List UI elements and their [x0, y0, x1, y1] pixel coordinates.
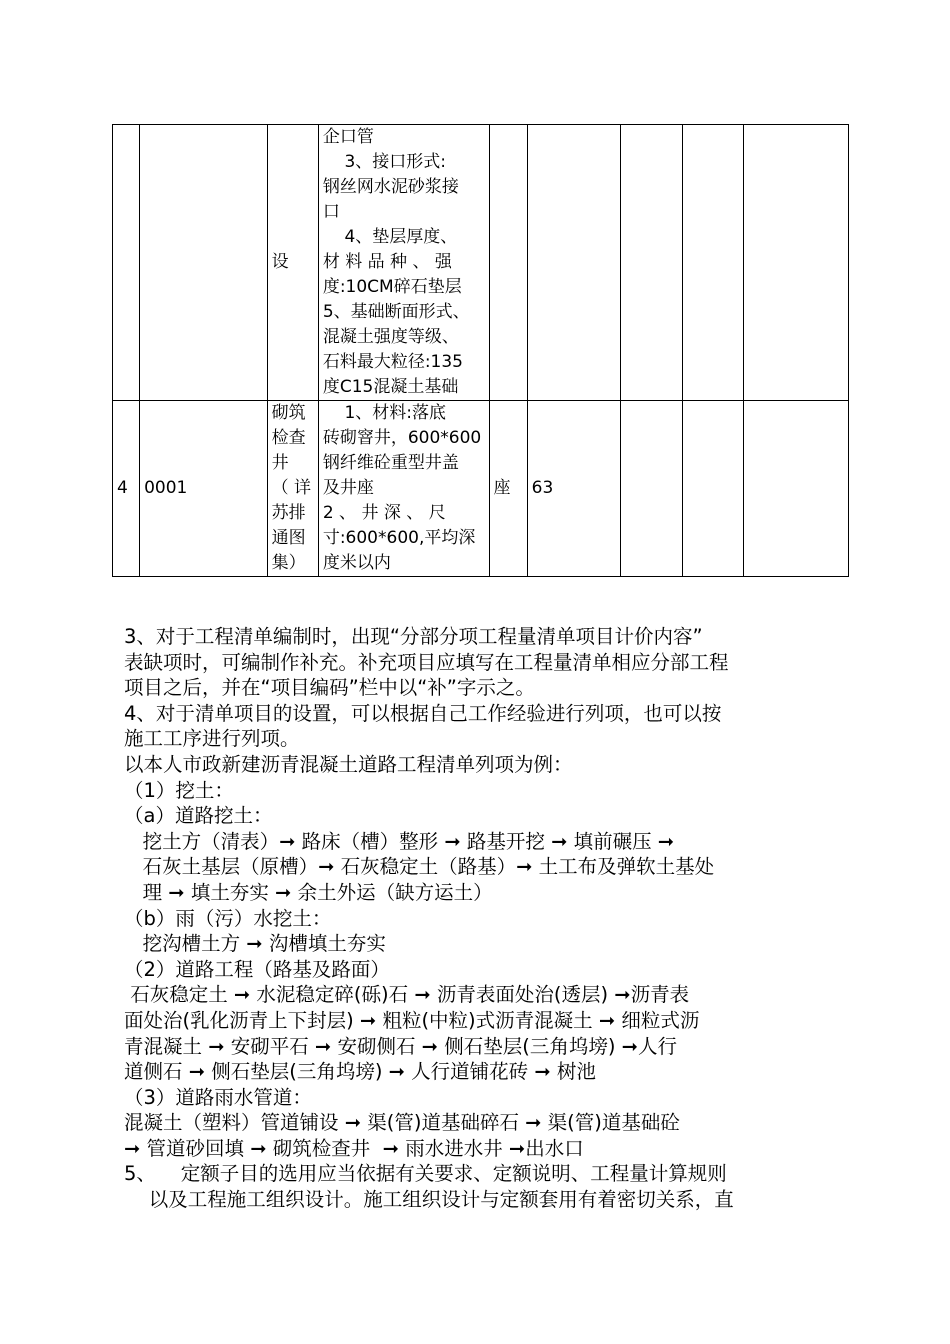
- cell-empty: [621, 401, 683, 577]
- paragraph-line: 石灰土基层（原槽）➞ 石灰稳定土（路基）➞ 土工布及弹软土基处: [124, 855, 715, 879]
- paragraph-line: 3、对于工程清单编制时，出现“分部分项工程量清单项目计价内容”: [124, 625, 703, 648]
- desc-line: 企口管: [322, 127, 374, 147]
- paragraph-line: （b）雨（污）水挖土：: [124, 906, 332, 930]
- desc-line: 钢纤维砼重型井盖: [322, 453, 459, 473]
- desc-line: 钢丝网水泥砂浆接: [322, 177, 459, 197]
- desc-line: 度C15混凝土基础: [322, 377, 459, 397]
- paragraph-line: 青混凝土 ➞ 安砌平石 ➞ 安砌侧石 ➞ 侧石垫层(三角坞塝) ➞人行: [124, 1034, 677, 1058]
- cell-code: [140, 125, 268, 401]
- paragraph-line: 以本人市政新建沥青混凝土道路工程清单列项为例：: [124, 752, 573, 776]
- paragraph-line: 混凝土（塑料）管道铺设 ➞ 渠(管)道基础碎石 ➞ 渠(管)道基础砼: [124, 1111, 680, 1135]
- cell-quantity: [527, 125, 620, 401]
- desc-line: 及井座: [322, 478, 374, 498]
- desc-line: 寸:600*600,平均深: [322, 528, 476, 548]
- cell-empty: [683, 125, 743, 401]
- cell-empty: [743, 401, 848, 577]
- name-line: （ 详: [271, 478, 312, 498]
- paragraph-line: 以及工程施工组织设计。施工组织设计与定额套用有着密切关系，直: [124, 1188, 734, 1212]
- paragraph-line: 4、对于清单项目的设置，可以根据自己工作经验进行列项，也可以按: [124, 701, 722, 725]
- cell-description: [318, 125, 489, 401]
- table-row: [113, 125, 849, 401]
- paragraph-line: 挖沟槽土方 ➞ 沟槽填土夯实: [124, 932, 386, 956]
- desc-line: 石料最大粒径:135: [322, 352, 464, 372]
- cell-unit: 座: [489, 401, 527, 577]
- paragraph-line: 项目之后，并在“项目编码”栏中以“补”字示之。: [124, 676, 535, 700]
- desc-line: 度:10CM碎石垫层: [322, 277, 462, 297]
- paragraph-line: 施工工序进行列项。: [124, 727, 300, 751]
- cell-description: [318, 401, 489, 577]
- cell-name: [267, 401, 318, 577]
- desc-line: 5、基础断面形式、: [322, 302, 470, 322]
- desc-line: 砖砌窨井，600*600: [322, 428, 482, 448]
- paragraph-line: 表缺项时，可编制作补充。补充项目应填写在工程量清单相应分部工程: [124, 650, 729, 674]
- cell-unit: [489, 125, 527, 401]
- desc-line: 1、材料:落底: [322, 403, 446, 423]
- table-row: [113, 401, 849, 577]
- name-line: 砌筑: [271, 403, 306, 423]
- cell-empty: [683, 401, 743, 577]
- paragraph-line: （2）道路工程（路基及路面）: [124, 957, 390, 981]
- paragraph-line: 石灰稳定土 ➞ 水泥稳定碎(砾)石 ➞ 沥青表面处治(透层) ➞沥青表: [124, 983, 690, 1007]
- paragraph-line: ➞ 管道砂回填 ➞ 砌筑检查井 ➞ 雨水进水井 ➞出水口: [124, 1136, 584, 1160]
- cell-quantity: 63: [527, 401, 620, 577]
- desc-line: 2 、 井 深 、 尺: [322, 503, 446, 523]
- name-line: 检查: [271, 428, 306, 448]
- paragraph-line: 挖土方（清表）➞ 路床（槽）整形 ➞ 路基开挖 ➞ 填前碾压 ➞: [124, 829, 675, 853]
- cell-name: 设: [267, 125, 318, 401]
- paragraph-line: （3）道路雨水管道：: [124, 1085, 312, 1109]
- cell-no: [113, 125, 140, 401]
- desc-line: 3、接口形式:: [322, 152, 446, 172]
- desc-line: 度米以内: [322, 553, 391, 573]
- paragraph-line: 道侧石 ➞ 侧石垫层(三角坞塝) ➞ 人行道铺花砖 ➞ 树池: [124, 1060, 596, 1084]
- cell-no: 4: [113, 401, 140, 577]
- body-paragraphs: [124, 624, 830, 1213]
- cell-code: 0001: [140, 401, 268, 577]
- name-line: 集）: [271, 553, 306, 573]
- paragraph-line: 5、 定额子目的选用应当依据有关要求、定额说明、工程量计算规则: [124, 1162, 727, 1186]
- desc-line: 4、垫层厚度、: [322, 227, 458, 247]
- cell-empty: [743, 125, 848, 401]
- cell-empty: [621, 125, 683, 401]
- desc-line: 材 料 品 种 、 强: [322, 252, 452, 272]
- paragraph-line: （1）挖土：: [124, 778, 234, 802]
- desc-line: 口: [322, 202, 340, 222]
- name-line: 通图: [271, 528, 306, 548]
- bill-of-quantities-table: [112, 124, 849, 577]
- desc-line: 混凝土强度等级、: [322, 327, 459, 347]
- name-line: 苏排: [271, 503, 306, 523]
- paragraph-line: 面处治(乳化沥青上下封层) ➞ 粗粒(中粒)式沥青混凝土 ➞ 细粒式沥: [124, 1008, 700, 1032]
- paragraph-line: （a）道路挖土：: [124, 804, 273, 828]
- name-line: 井: [271, 453, 289, 473]
- paragraph-line: 理 ➞ 填土夯实 ➞ 余土外运（缺方运土）: [124, 880, 493, 904]
